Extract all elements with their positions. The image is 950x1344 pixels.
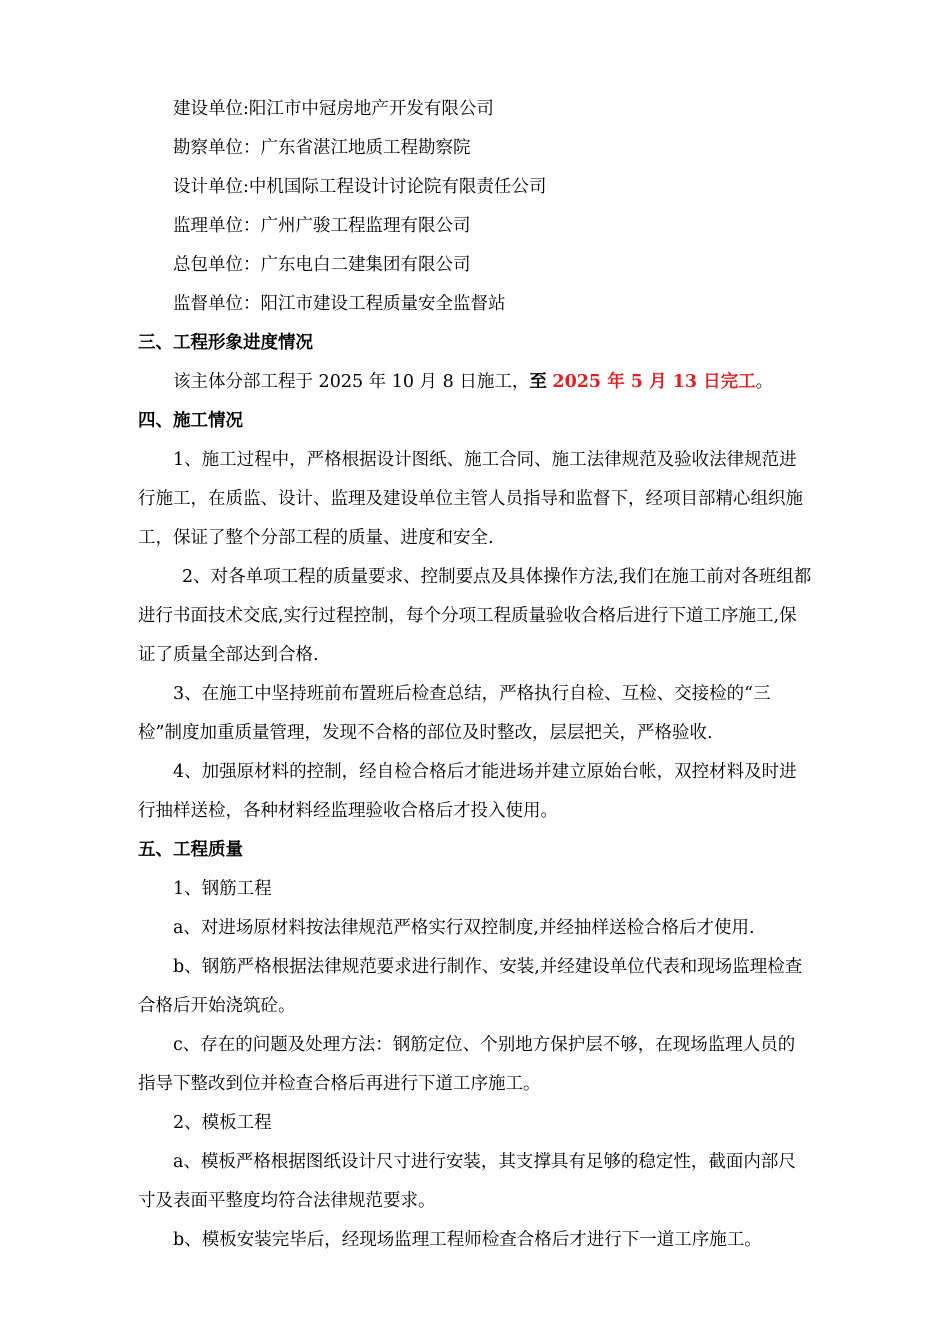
paragraph-line: 工，保证了整个分部工程的质量、进度和安全.	[138, 528, 494, 548]
paragraph-line: c、存在的问题及处理方法：钢筋定位、个别地方保护层不够，在现场监理人员的	[173, 1035, 796, 1055]
design-unit: 设计单位:中机国际工程设计讨论院有限责任公司	[173, 177, 547, 197]
paragraph-line: 指导下整改到位并检查合格后再进行下道工序施工。	[138, 1074, 541, 1094]
section3-text-pre: 该主体分部工程于 2025 年 10 月 8 日施工，	[173, 372, 530, 392]
paragraph-line: 寸及表面平整度均符合法律规范要求。	[138, 1191, 436, 1211]
paragraph-line: 行施工，在质监、设计、监理及建设单位主管人员指导和监督下，经项目部精心组织施	[138, 489, 803, 509]
paragraph-line: 检”制度加重质量管理，发现不合格的部位及时整改，层层把关，严格验收.	[138, 723, 713, 743]
completion-date: 2025 年 5 月 13 日完工	[552, 372, 756, 392]
contractor-unit: 总包单位：广东电白二建集团有限公司	[173, 255, 471, 275]
paragraph-line: 行抽样送检，各种材料经监理验收合格后才投入使用。	[138, 801, 558, 821]
section3-text-end: 。	[755, 372, 774, 392]
paragraph-line: 4、加强原材料的控制，经自检合格后才能进场并建立原始台帐，双控材料及时进	[173, 762, 797, 782]
paragraph-line: 2、对各单项工程的质量要求、控制要点及具体操作方法,我们在施工前对各班组都	[182, 567, 812, 587]
supervision-unit: 监理单位：广州广骏工程监理有限公司	[173, 216, 471, 236]
survey-unit: 勘察单位：广东省湛江地质工程勘察院	[173, 138, 471, 158]
paragraph-line: 进行书面技术交底,实行过程控制，每个分项工程质量验收合格后进行下道工序施工,保	[138, 606, 797, 626]
section3-text-zhi: 至	[529, 372, 547, 392]
section3-text	[173, 370, 913, 394]
paragraph-line: b、模板安装完毕后，经现场监理工程师检查合格后才进行下一道工序施工。	[173, 1230, 762, 1250]
build-unit: 建设单位:阳江市中冠房地产开发有限公司	[173, 99, 494, 119]
subheading-rebar: 1、钢筋工程	[173, 879, 272, 899]
paragraph-line: 证了质量全部达到合格.	[138, 645, 319, 665]
section5-heading: 五、工程质量	[138, 840, 243, 860]
paragraph-line: a、对进场原材料按法律规范严格实行双控制度,并经抽样送检合格后才使用.	[173, 918, 755, 938]
paragraph-line: 合格后开始浇筑砼。	[138, 996, 296, 1016]
paragraph-line: b、钢筋严格根据法律规范要求进行制作、安装,并经建设单位代表和现场监理检查	[173, 957, 803, 977]
monitor-unit: 监督单位：阳江市建设工程质量安全监督站	[173, 294, 506, 314]
paragraph-line: a、模板严格根据图纸设计尺寸进行安装，其支撑具有足够的稳定性，截面内部尺	[173, 1152, 796, 1172]
subheading-formwork: 2、模板工程	[173, 1113, 272, 1133]
section3-heading: 三、工程形象进度情况	[138, 333, 313, 353]
section4-heading: 四、施工情况	[138, 411, 243, 431]
paragraph-line: 3、在施工中坚持班前布置班后检查总结，严格执行自检、互检、交接检的“三	[173, 684, 771, 704]
paragraph-line: 1、施工过程中，严格根据设计图纸、施工合同、施工法律规范及验收法律规范进	[173, 450, 797, 470]
